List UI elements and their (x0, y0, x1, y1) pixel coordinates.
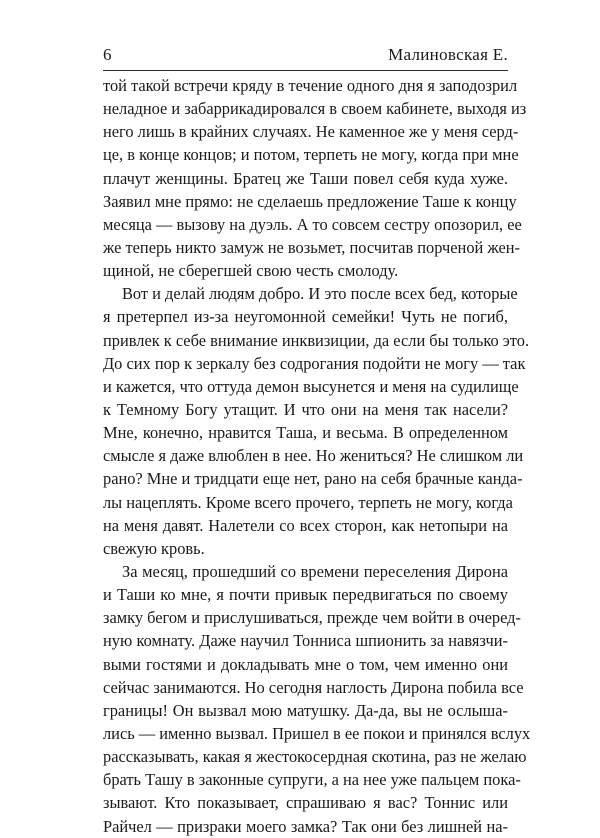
text-line: него лишь в крайних случаях. Не каменное же у меня серд- (103, 122, 519, 142)
text-line: зывают. Кто показывает, спрашиваю я вас? Тоннис или (103, 793, 508, 813)
text-line: рано? Мне и тридцати еще нет, рано на себя брачные канда- (103, 469, 523, 489)
text-line: на меня давят. Налетели со всех сторон, как нетопыри на (103, 515, 508, 535)
header-rule (103, 70, 508, 71)
text-line: привлек к себе внимание инквизиции, да если бы только это. (103, 330, 530, 350)
text-line: Заявил мне прямо: не сделаешь предложение Таше к концу (103, 191, 517, 211)
text-line: смысле я даже влюблен в нее. Но жениться? Не слишком ли (103, 446, 524, 466)
text-line: Вот и делай людям добро. И это после всех бед, которые (122, 284, 518, 304)
text-line: и Таши ко мне, я почти привык передвигаться по своему (103, 585, 508, 605)
text-line: Мне, конечно, нравится Таша, и весьма. В определенном (103, 423, 508, 443)
text-line: Райчел — призраки моего замка? Так они без лишней на- (103, 816, 508, 836)
text-line: и кажется, что оттуда демон высунется и меня на судилище (103, 376, 519, 396)
text-line: месяца — вызову на дуэль. А то совсем сестру опозорил, ее (103, 214, 522, 234)
text-line: к Темному Богу утащит. И что они на меня так насели? (103, 399, 508, 419)
text-line: лы нацеплять. Кроме всего прочего, терпеть не могу, когда (103, 492, 513, 512)
text-line: це, в конце концов; и потом, терпеть не могу, когда при мне (103, 145, 519, 165)
page-number: 6 (103, 45, 112, 64)
text-line: границы! Он вызвал мою матушку. Да-да, вы не ослыша- (103, 700, 508, 720)
text-line: той такой встречи кряду в течение одного дня я заподозрил (103, 76, 518, 95)
text-line: ную комнату. Даже научил Тонниса шпионить за навязчи- (103, 631, 508, 651)
text-line: щиной, не сберегшей свою честь смолоду. (103, 261, 399, 281)
text-line: я претерпел из-за неугомонной семейки! Чуть не погиб, (103, 307, 508, 327)
text-line: выми гостями и докладывать мне о том, чем именно они (103, 654, 508, 674)
text-line: За месяц, прошедший со времени переселения Дирона (122, 561, 508, 581)
text-line: же теперь никто замуж не возьмет, посчитав порченой жен- (103, 237, 521, 257)
text-line: плачут женщины. Братец же Таши повел себя куда хуже. (103, 168, 508, 188)
body-text (103, 74, 531, 838)
text-line: сейчас занимаются. Но сегодня наглость Дирона побила все (103, 677, 524, 697)
running-head (103, 44, 508, 66)
text-line: брать Ташу в законные супруги, а на нее уже пальцем пока- (103, 770, 521, 790)
text-line: замку бегом и прислушиваться, прежде чем войти в очеред- (103, 608, 521, 628)
text-line: лись — именно вызвал. Пришел в ее покои и принялся вслух (103, 723, 531, 743)
text-line: До сих пор к зеркалу без содрогания подойти не могу — так (103, 353, 526, 373)
text-line: рассказывать, какая я жестокосердная скотина, раз не желаю (103, 747, 527, 767)
text-line: неладное и забаррикадировался в своем кабинете, выходя из (103, 99, 527, 119)
author-name: Малиновская Е. (388, 45, 508, 64)
text-line: свежую кровь. (103, 538, 205, 558)
